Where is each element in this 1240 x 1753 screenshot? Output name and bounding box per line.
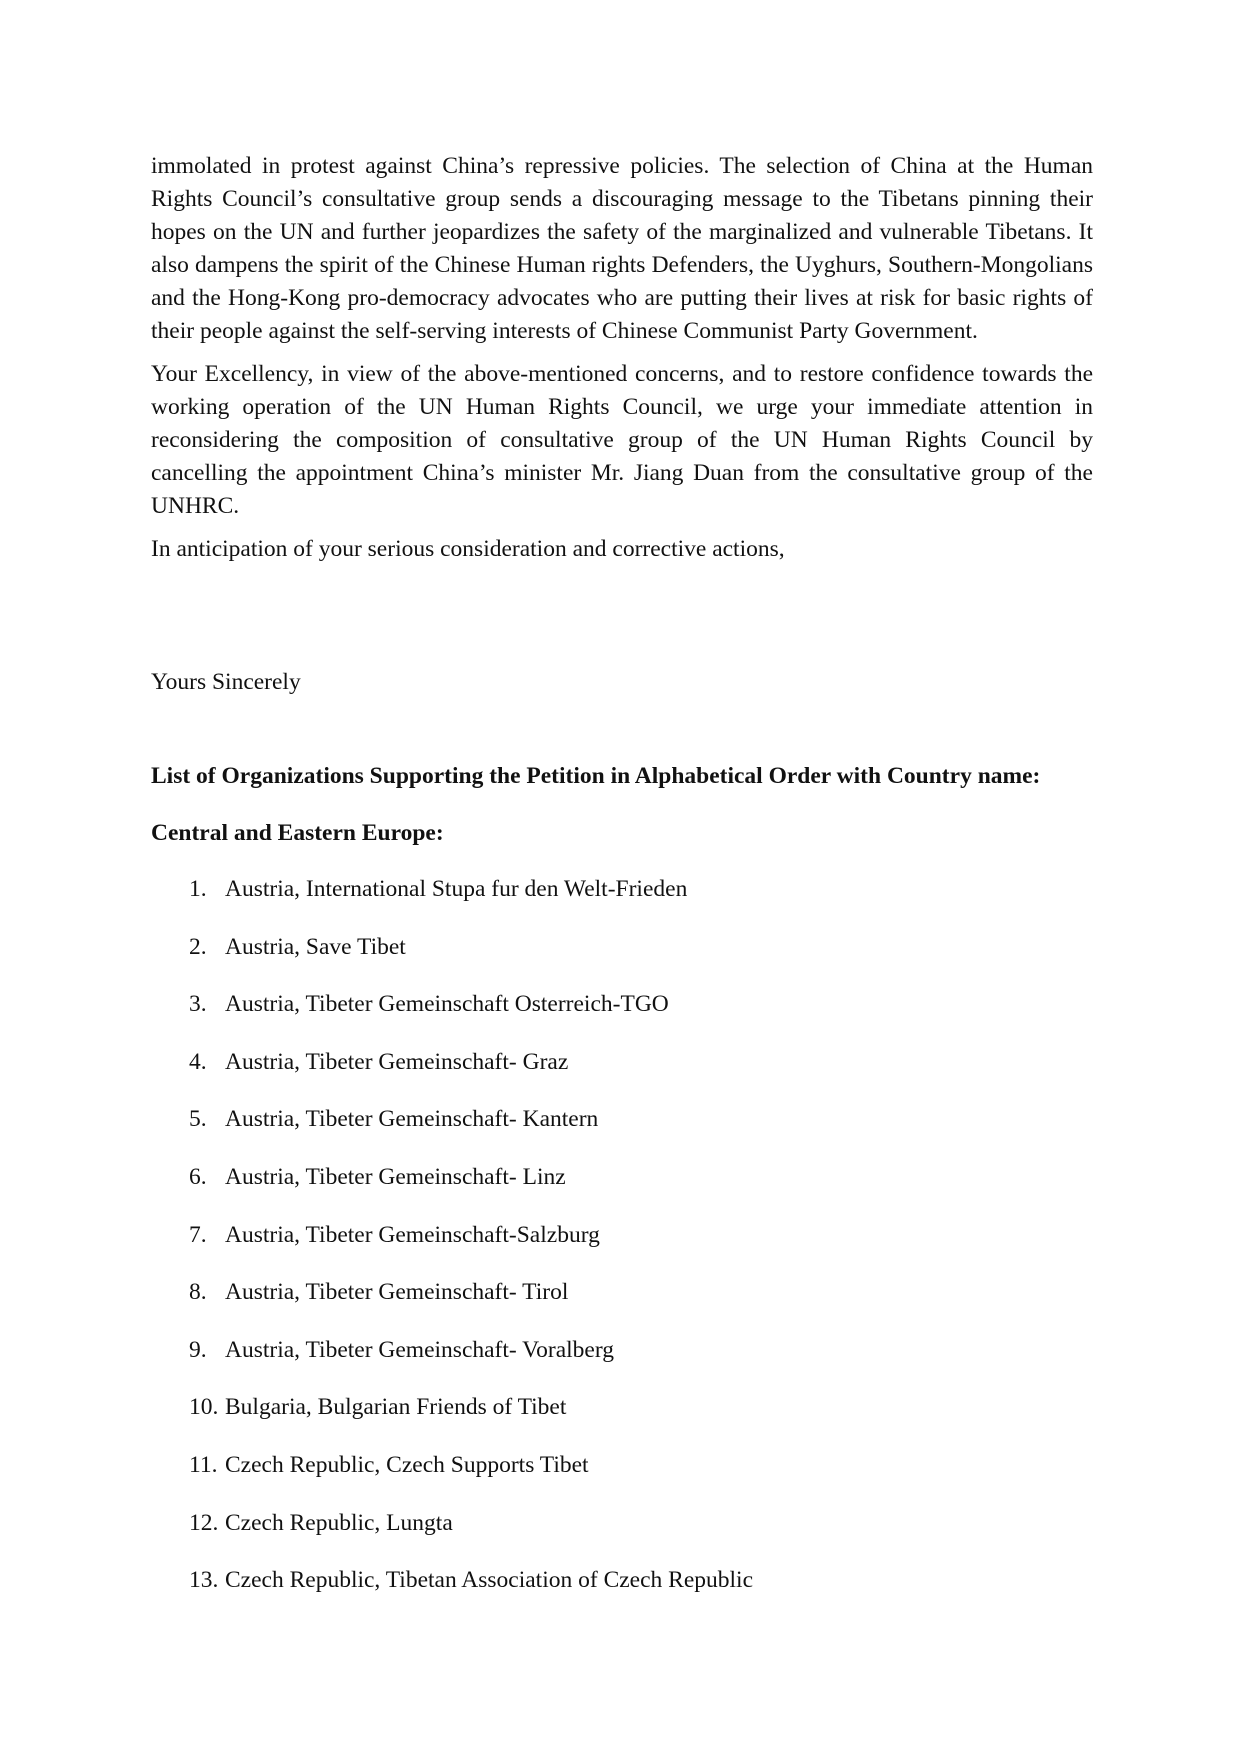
list-item-number: 10.	[189, 1394, 219, 1421]
region-heading: Central and Eastern Europe:	[151, 820, 444, 846]
document-page	[151, 150, 1093, 1594]
organizations-list	[151, 873, 1093, 1622]
list-item-text: Austria, Tibeter Gemeinschaft- Graz	[225, 1048, 569, 1075]
list-item	[151, 1219, 1093, 1277]
list-item-text: Austria, Save Tibet	[225, 933, 406, 960]
list-item-number: 3.	[189, 991, 207, 1018]
list-item-number: 1.	[189, 876, 207, 902]
list-item	[151, 1103, 1093, 1161]
list-item	[151, 1391, 1093, 1449]
list-item	[151, 988, 1093, 1046]
list-item-text: Austria, Tibeter Gemeinschaft- Tirol	[225, 1279, 569, 1306]
closing-salutation: Yours Sincerely	[151, 669, 301, 695]
list-item-text: Austria, Tibeter Gemeinschaft-Salzburg	[225, 1221, 600, 1248]
list-item-number: 12.	[189, 1509, 219, 1536]
body-paragraph-2: Your Excellency, in view of the above-mentioned concerns, and to restore confidence towards the working operation of the UN Human Rights Council, we urge your immediate attention in reconsidering the composition of consultative group of the UN Human Rights Council by cancelling the appointment China’s minister Mr. Jiang Duan from the consultative group of the UNHRC.	[151, 361, 1093, 519]
body-paragraph-1: immolated in protest against China’s repressive policies. The selection of China at the Human Rights Council’s consultative group sends a discouraging message to the Tibetans pinning their hopes on the UN and further jeopardizes the safety of the marginalized and vulnerable Tibetans. It also dampens the spirit of the Chinese Human rights Defenders, the Uyghurs, Southern-Mongolians and the Hong-Kong pro-democracy advocates who are putting their lives at risk for basic rights of their people against the self-serving interests of Chinese Communist Party Government.	[151, 153, 1093, 344]
list-item	[151, 1276, 1093, 1334]
list-item	[151, 1449, 1093, 1507]
body-paragraph-3: In anticipation of your serious consideration and corrective actions,	[151, 536, 785, 562]
list-item-number: 13.	[189, 1567, 219, 1594]
list-item-text: Czech Republic, Lungta	[225, 1509, 453, 1536]
list-item-number: 2.	[189, 933, 207, 960]
list-item	[151, 1334, 1093, 1392]
list-item-number: 5.	[189, 1106, 207, 1133]
list-item	[151, 1507, 1093, 1565]
list-item-text: Austria, Tibeter Gemeinschaft- Kantern	[225, 1106, 599, 1133]
list-item	[151, 931, 1093, 989]
list-item-text: Austria, International Stupa fur den Welt-Frieden	[225, 876, 688, 902]
list-item-number: 9.	[189, 1336, 207, 1363]
list-item-text: Czech Republic, Tibetan Association of Czech Republic	[225, 1567, 754, 1594]
list-item	[151, 1564, 1093, 1622]
organizations-list-heading: List of Organizations Supporting the Petition in Alphabetical Order with Country name:	[151, 763, 1041, 789]
list-item-number: 11.	[189, 1451, 218, 1478]
list-item-text: Austria, Tibeter Gemeinschaft- Linz	[225, 1163, 566, 1190]
list-item-number: 7.	[189, 1221, 207, 1248]
list-item-number: 8.	[189, 1279, 207, 1306]
list-item-number: 6.	[189, 1163, 207, 1190]
list-item-text: Bulgaria, Bulgarian Friends of Tibet	[225, 1394, 567, 1421]
list-item	[151, 1046, 1093, 1104]
list-item	[151, 873, 1093, 931]
list-item-number: 4.	[189, 1048, 207, 1075]
list-item-text: Austria, Tibeter Gemeinschaft- Voralberg	[225, 1336, 614, 1363]
list-item-text: Austria, Tibeter Gemeinschaft Osterreich-TGO	[225, 991, 669, 1018]
list-item	[151, 1161, 1093, 1219]
list-item-text: Czech Republic, Czech Supports Tibet	[225, 1451, 589, 1478]
